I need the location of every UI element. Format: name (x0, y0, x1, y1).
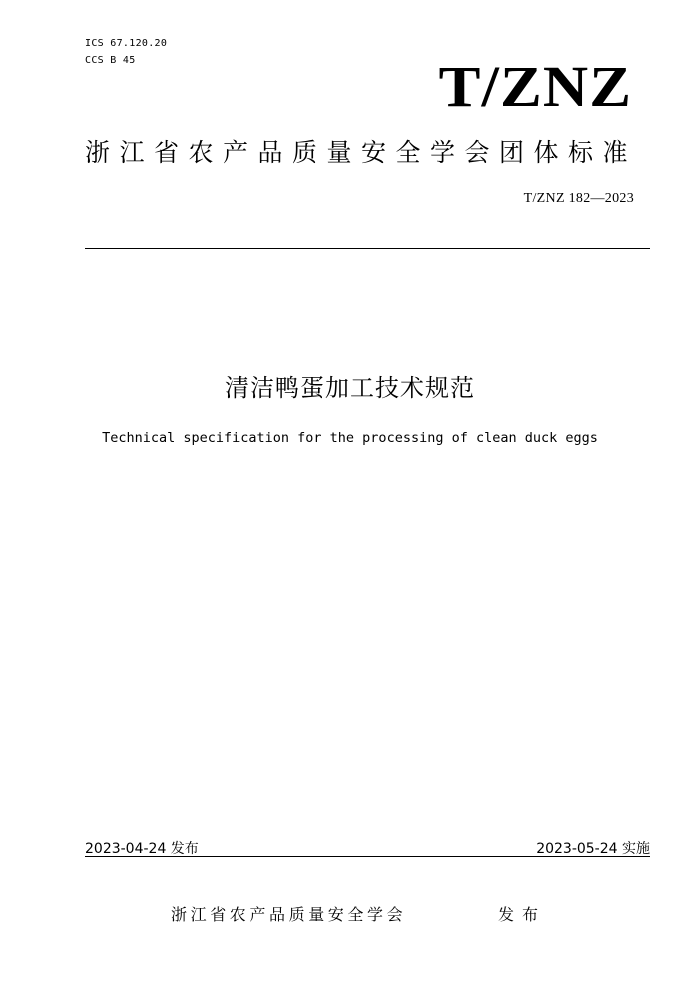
document-title-en: Technical specification for the processing of clean duck eggs (102, 430, 598, 446)
issue-date: 2023-04-24 发布 (85, 841, 199, 857)
ics-code: ICS 67.120.20 (85, 38, 168, 49)
publisher-name: 浙江省农产品质量安全学会 (171, 905, 407, 924)
standard-logo: T/ZNZ (438, 54, 632, 119)
bottom-divider (85, 856, 650, 857)
implementation-date: 2023-05-24 实施 (536, 841, 650, 857)
organization-title: 浙江省农产品质量安全学会团体标准 (85, 138, 638, 167)
ccs-code: CCS B 45 (85, 55, 136, 66)
publish-label: 发布 (498, 905, 547, 924)
standard-number: T/ZNZ 182—2023 (523, 191, 634, 206)
document-title-cn: 清洁鸭蛋加工技术规范 (225, 374, 475, 402)
top-divider (85, 248, 650, 249)
